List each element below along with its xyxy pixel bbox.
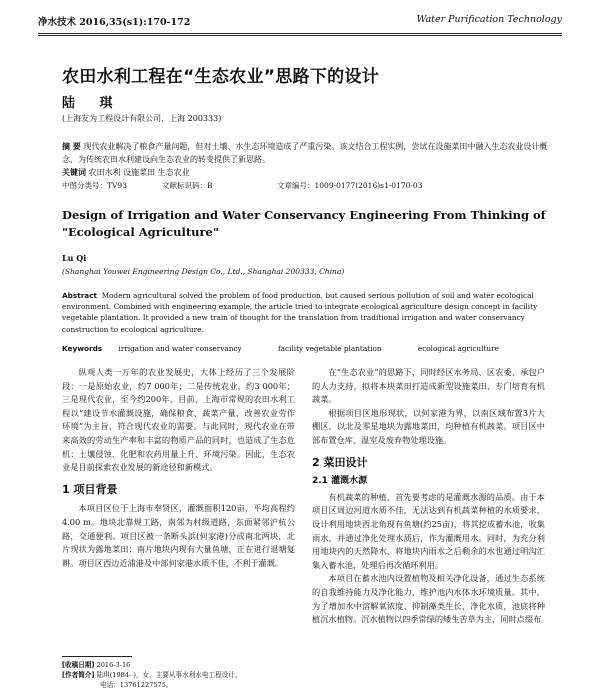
document-code: 文献标识码：B xyxy=(162,181,213,190)
received-label: [收稿日期] xyxy=(62,661,95,669)
section-2-1-heading: 2.1 灌溉水源 xyxy=(312,476,368,487)
section-2-1-paragraph: 本项目在蓄水池内设置植物及相关净化设备，通过生态系统的自我维持能力及净化能力，维护池内水体水环境质量。其中，为了增加水中溶解氧浓度、抑制藻类生长、净化水质，池底将种植沉水植物。沉水植物以四季常绿的矮生苦草为主，同时点缀布 xyxy=(312,573,545,625)
clc-number: 中图分类号：TV93 xyxy=(62,181,127,190)
phone-number: 13761227575。 xyxy=(119,681,173,689)
abstract-en-text: Modern agricultural solved the problem of food production, but caused serious pollution of soil and water ecological environment. Combined with engineering example, the article tried to integrate ecological agriculture design concept in facility vegetable plantation. It provided a new train of thought for the translation from traditional irrigation and water conservancy construction to ecological agriculture. xyxy=(62,291,538,334)
keywords-en-label: Keywords xyxy=(62,344,103,353)
author-bio-label: [作者简介] xyxy=(62,671,95,679)
keyword-en: ecological agriculture xyxy=(417,344,499,353)
title-zh: 农田水利工程在“生态农业”思路下的设计 xyxy=(62,67,380,87)
title-en: Design of Irrigation and Water Conservancy Engineering From Thinking of "Ecological Agriculture" xyxy=(62,208,546,239)
section-1-heading: 1 项目背景 xyxy=(62,482,118,496)
section-1-paragraph: 本项目区位于上海市奉贤区，灌溉面积120亩，平均高程约4.00 m。地块北靠规工路，南邻为村级道路，东面紧邻沪杭公路，交通便利。项目区被一条断头浜(何家港)分成南北两块，北片现状为露地菜田；南片地块内现有大量鱼塘，正在进行退塘复耕。项目区西边近浦港及中部何家港水质不佳，不利于灌溉。 xyxy=(62,503,295,568)
section-2-heading: 2 菜田设计 xyxy=(312,455,368,469)
abstract-zh-label: 摘 要 xyxy=(62,142,81,151)
footnote-rule xyxy=(62,656,132,657)
body-column-left xyxy=(62,366,295,570)
keywords-en xyxy=(62,344,533,353)
section-1-paragraph: 在“生态农业”的思路下，同时经区水务局、区农委、承包户的人力支持，拟将本块菜田打造成新型设施菜田，专门培育有机蔬菜。 xyxy=(312,367,545,405)
journal-name-en: Water Purification Technology xyxy=(416,14,562,25)
footnote-received xyxy=(62,660,130,670)
classification-row xyxy=(62,180,432,191)
body-column-right xyxy=(312,366,545,627)
received-date: 2016-3-16 xyxy=(96,661,131,669)
running-header xyxy=(38,14,562,28)
abstract-zh xyxy=(62,140,556,179)
abstract-en-label: Abstract xyxy=(62,291,98,300)
author-bio: 陆琪(1984- )，女，主要从事水利水电工程设计。 xyxy=(96,671,242,679)
journal-citation: 净水技术 2016,35(s1):170-172 xyxy=(38,17,191,28)
header-rule xyxy=(38,33,562,34)
author-zh: 陆 琪 xyxy=(62,96,123,111)
phone-label: 电话： xyxy=(100,681,120,689)
footnote-author xyxy=(62,670,241,680)
author-en: Lu Qi xyxy=(62,253,87,263)
footnote-phone xyxy=(100,680,173,690)
intro-paragraph: 纵观人类一万年的农业发展史，大体上经历了三个发展阶段：一是原始农业，约7 000年；二是传统农业，约3 000年；三是现代农业，至今约200年。目前，上海市常规的农田水利工程以“建设节水灌溉设施，确保粮食、蔬菜产量，改善农业劳作环境”为主旨，符合现代农业的需要。与此同时，现代农业在带来高效的劳动生产率和丰富的物质产品的同时，也造成了生态危机：土壤侵蚀、化肥和农药用量上升、环境污染。因此，生态农业是目前探索农业发展的新途径和新模式。 xyxy=(62,367,295,473)
abstract-zh-text: 现代农业解决了粮食产量问题，但对土壤、水生态环境造成了严重污染。该文结合工程实例，尝试在设施菜田中融入生态农业设计概念，为传统农田水利建设向生态农业的转变提供了新思路。 xyxy=(62,142,548,164)
section-1-paragraph: 根据项目区地形现状，以何家港为界，以南区域布置3片大棚区，以北及零星地块为露地菜田，均种植有机蔬菜。项目区中部布置仓库、温室及废弃物处理设施。 xyxy=(312,407,545,445)
affiliation-zh: (上海友为工程设计有限公司，上海 200333) xyxy=(62,114,222,123)
section-2-1-paragraph: 有机蔬菜的种植，首先要考虑的是灌溉水源的品质。由于本项目区周边河道水质不佳，无法达到有机蔬菜种植的水质要求，设计利用地块西北角现有鱼塘(约25亩)，将其挖成蓄水池，收集雨水，并通过净化处理水质后，作为灌溉用水。同时，为充分利用地块内的天然降水，将地块内雨水之后剩余的水也通过明沟汇集入蓄水池，处理后再次循环利用。 xyxy=(312,491,545,570)
keyword-en: irrigation and water conservancy xyxy=(118,344,242,353)
article-number: 文章编号：1009-0177(2016)s1-0170-03 xyxy=(277,181,423,190)
keywords-zh-text: 农田水利 设施菜田 生态农业 xyxy=(88,168,190,177)
keyword-en: facility vegetable plantation xyxy=(277,344,382,353)
abstract-en xyxy=(62,290,556,335)
keywords-zh-label: 关键词 xyxy=(62,168,86,177)
header-rule-2 xyxy=(38,35,562,36)
affiliation-en: (Shanghai Youwei Engineering Design Co., Ltd., Shanghai 200333, China) xyxy=(62,267,345,276)
